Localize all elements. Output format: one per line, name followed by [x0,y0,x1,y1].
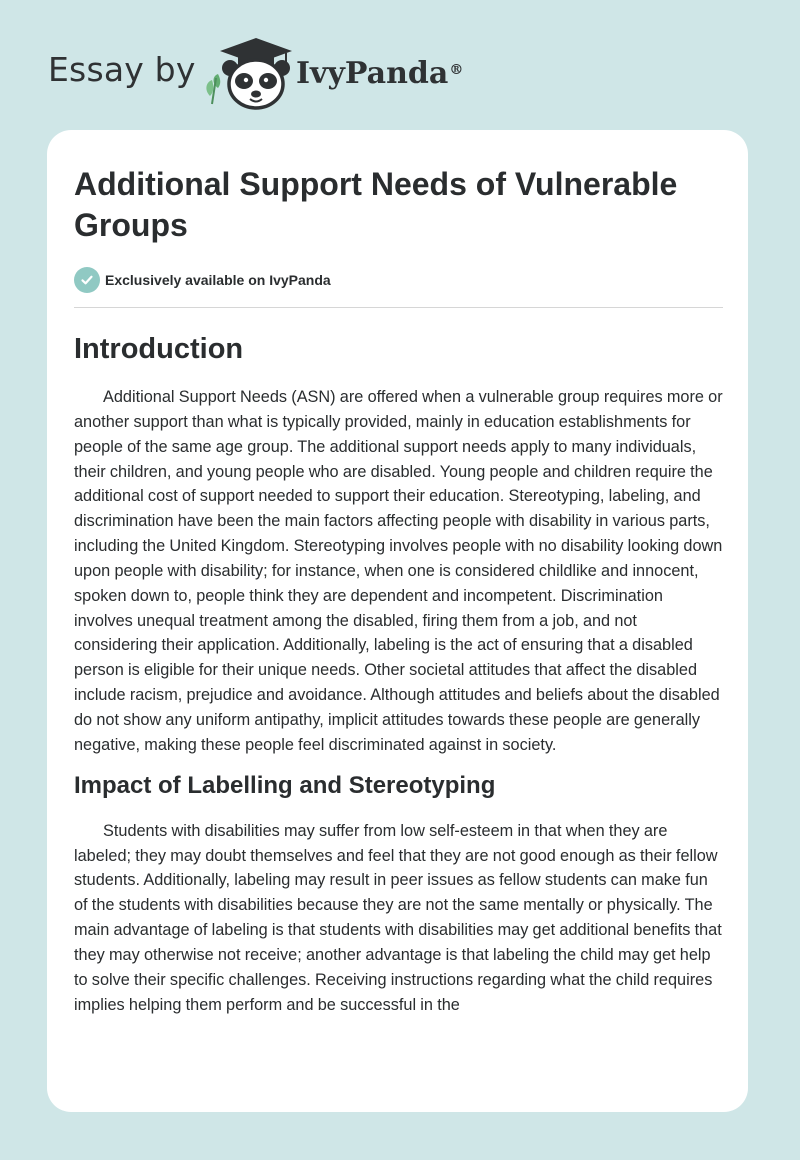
exclusive-badge [74,266,724,294]
site-header [0,0,800,120]
check-icon [74,267,100,293]
registered-mark: ® [449,62,464,78]
section-heading-introduction: Introduction [74,333,244,365]
section-heading-impact: Impact of Labelling and Stereotyping [74,771,496,799]
brand-prefix: Essay by [48,50,196,89]
article-card [47,130,748,1112]
divider [74,307,723,308]
exclusive-label: Exclusively available on IvyPanda [105,272,331,288]
brand-name-text: IvyPanda [296,56,449,91]
panda-graduate-icon[interactable] [200,34,292,110]
section-paragraph-impact: Students with disabilities may suffer from low self-esteem in that when they are labeled; they may doubt themselves and feel that they are not good enough as their fellow students. Additionally, labeling may result in peer issues as fellow students can make fun of the students with disabilities because they are not the same mentally or physically. The main advantage of labeling is that students with disabilities may get additional benefits that they may otherwise not receive; another advantage is that labeling the child may get help to solve their specific challenges. Receiving instructions regarding what the child requires implies helping them perform and be successful in the [74,821,722,1014]
section-paragraph-introduction: Additional Support Needs (ASN) are offered when a vulnerable group requires more or another support than what is typically provided, mainly in education establishments for people of the same age group. The additional support needs apply to many individuals, their children, and young people who are disabled. Young people and children require the additional cost of support needed to support their education. Stereotyping, labeling, and discrimination have been the main factors affecting people with disability in various parts, including the United Kingdom. Stereotyping involves people with no disability looking down upon people with disability; for instance, when one is considered childlike and innocent, spoken down to, people think they are dependent and incompetent. Discrimination involves unequal treatment among the disabled, firing them from a job, and not considering their application. Additionally, labeling is the act of ensuring that a disabled person is eligible for their unique needs. Other societal attitudes that affect the disabled include racism, prejudice and avoidance. Although attitudes and beliefs about the disabled do not show any uniform antipathy, implicit attitudes towards these people are generally negative, making these people feel discriminated against in society. [74,388,723,754]
brand-name[interactable] [296,54,463,94]
article-content [74,164,724,1017]
article-title: Additional Support Needs of Vulnerable Groups [74,166,678,243]
